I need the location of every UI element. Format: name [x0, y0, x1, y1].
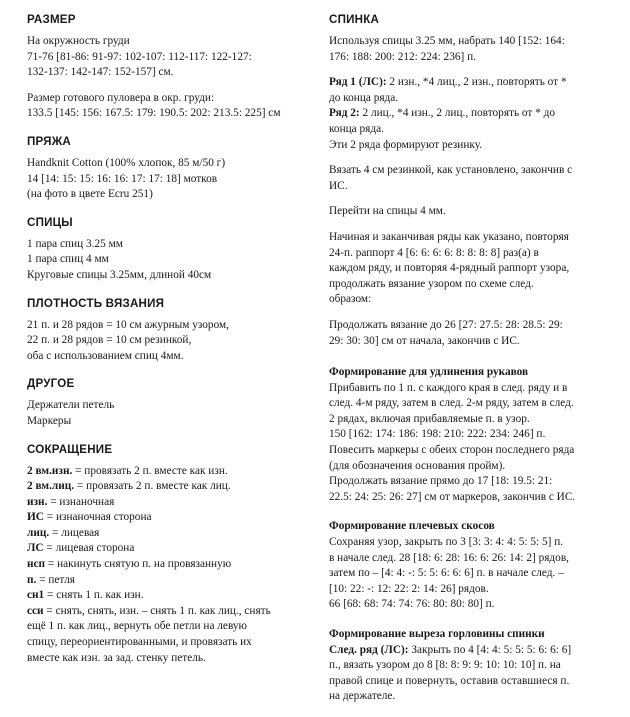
abbreviation-term: лиц.	[27, 526, 50, 539]
needles-section	[27, 215, 317, 284]
gauge-section	[27, 296, 317, 365]
neck-line-3: правой спице и повернуть, оставив оставшиеся п.	[329, 674, 570, 687]
abbreviation-row	[27, 510, 317, 526]
abbreviation-def: = лицевая сторона	[43, 542, 135, 555]
neck-line-1	[329, 643, 621, 659]
neck-section	[329, 627, 621, 705]
continue-line-2: 29: 30: 30] см от начала, закончив с ИС.	[329, 334, 520, 347]
shoulder-line-5: 66 [68: 68: 74: 74: 76: 80: 80: 80] п.	[329, 598, 495, 611]
gauge-line-2: 22 п. и 28 рядов = 10 см резинкой,	[27, 334, 192, 347]
abbreviation-term: ЛС	[27, 542, 44, 555]
abbreviation-def: = накинуть снятую п. на провязанную	[45, 558, 232, 571]
back-heading: СПИНКА	[329, 13, 380, 26]
abbreviations-section	[27, 442, 317, 667]
other-section	[27, 376, 317, 429]
pattern-line-5: образом:	[329, 293, 372, 306]
size-heading: РАЗМЕР	[27, 13, 76, 26]
abbreviation-def: = снять, снять, изн. – снять 1 п. как лиц., снять	[43, 604, 271, 617]
abbreviation-def-line-4: вместе как изн. за зад. стенку петель.	[27, 651, 206, 664]
shoulder-line-1: Сохраняя узор, закрыть по 3 [3: 3: 4: 4: 5: 5: 5] п.	[329, 536, 564, 549]
gauge-line-3: оба с использованием спиц 4мм.	[27, 349, 184, 362]
neck-line-2: п., вязать узором до 8 [8: 8: 9: 9: 10: 10: 10] п. на	[329, 659, 561, 672]
abbreviation-term: сси	[27, 604, 44, 617]
abbreviation-row-ssi	[27, 604, 317, 620]
row-2-instruction	[329, 106, 621, 122]
needles-line-3: Круговые спицы 3.25мм, длиной 40см	[27, 268, 212, 281]
needles-line-2: 1 пара спиц 4 мм	[27, 253, 109, 266]
pattern-line-3: каждом ряду, и повторяя 4-рядный раппорт узора,	[329, 262, 570, 275]
sleeve-section	[329, 365, 621, 505]
yarn-section	[27, 134, 317, 203]
finished-line: 133.5 [145: 156: 167.5: 179: 190.5: 202: 213.5: 225] см	[27, 107, 281, 120]
sleeve-line-2: след. 4-м ряду, затем в след. 2-м ряду, затем в след.	[329, 397, 574, 410]
rib-note: Эти 2 ряда формируют резинку.	[329, 138, 483, 151]
abbreviation-def: = лицевая	[49, 526, 100, 539]
abbreviation-term: 2 вм.лиц.	[27, 480, 75, 493]
pattern-line-2: 24-п. раппорт 4 [6: 6: 6: 6: 8: 8: 8: 8] раз(а) в	[329, 246, 539, 259]
abbreviation-row	[27, 526, 317, 542]
continue-line-1: Продолжать вязание до 26 [27: 27.5: 28: 28.5: 29:	[329, 318, 563, 331]
abbreviation-term: ИС	[27, 511, 44, 524]
abbreviation-def: = провязать 2 п. вместе как изн.	[72, 464, 228, 477]
rib-line-2: ИС.	[329, 179, 348, 192]
neck-text: Закрыть по 4 [4: 4: 5: 5: 5: 6: 6: 6]	[408, 643, 572, 656]
abbreviations-list	[27, 464, 317, 604]
right-column	[329, 12, 621, 717]
sleeve-line-8: 22.5: 24: 25: 26: 27] см от маркеров, закончив с ИС.	[329, 490, 576, 503]
abbreviation-term: нсп	[27, 558, 46, 571]
row-2-label: Ряд 2:	[329, 107, 360, 120]
shoulder-line-3: затем по – [4: 4: -: 5: 5: 6: 6: 6] п. в начале след. –	[329, 567, 564, 580]
other-line-2: Маркеры	[27, 414, 72, 427]
sleeve-line-3: 2 рядах, включая прибавляемые п. в узор.	[329, 412, 530, 425]
neck-heading: Формирование выреза горловины спинки	[329, 628, 545, 640]
abbreviation-def: = изнаночная	[47, 495, 115, 508]
shoulder-heading: Формирование плечевых скосов	[329, 520, 495, 533]
abbreviation-def: = изнаночная сторона	[43, 511, 152, 524]
abbreviation-term: изн.	[27, 495, 48, 508]
finished-label: Размер готового пуловера в окр. груди:	[27, 91, 215, 104]
sleeve-line-6: (для обозначения основания пройм).	[329, 459, 506, 472]
row-2-text-line-2: конца ряда.	[329, 122, 384, 135]
abbreviation-def: = снять 1 п. как изн.	[44, 589, 144, 602]
abbreviation-row	[27, 573, 317, 589]
abbreviation-def: = провязать 2 п. вместе как лиц.	[74, 480, 231, 493]
sleeve-line-7: Продолжать вязание прямо до 17 [18: 19.5: 21:	[329, 475, 553, 488]
abbreviation-term: 2 вм.изн.	[27, 464, 73, 477]
chest-label: На окружность груди	[27, 35, 130, 47]
other-heading: ДРУГОЕ	[27, 377, 75, 391]
abbreviation-row	[27, 557, 317, 573]
shoulder-line-4: [10: 22: -: 12: 22: 2: 14: 26] рядов.	[329, 582, 489, 595]
abbreviation-term: п.	[27, 573, 37, 586]
needles-line-1: 1 пара спиц 3.25 мм	[27, 237, 123, 250]
sleeve-line-1: Прибавить по 1 п. с каждого края в след. ряду и в	[329, 381, 568, 394]
chest-line-1: 71-76 [81-86: 91-97: 102-107: 112-117: 122-127:	[27, 50, 252, 63]
row-1-label: Ряд 1 (ЛС):	[329, 76, 387, 89]
abbreviation-def: = петля	[36, 573, 75, 586]
sleeve-line-4: 150 [162: 174: 186: 198: 210: 222: 234: 246] п.	[329, 428, 546, 441]
yarn-line-2: 14 [14: 15: 15: 16: 16: 17: 17: 18] мотков	[27, 172, 218, 185]
row-2-text: 2 лиц., *4 изн., 2 лиц., повторять от * до	[359, 107, 556, 120]
abbreviation-def-line-2: ещё 1 п. как лиц., вернуть обе петли на левую	[27, 620, 247, 633]
yarn-line-3: (на фото в цвете Ecru 251)	[27, 188, 153, 201]
rib-line-1: Вязать 4 см резинкой, как установлено, закончив с	[329, 164, 573, 177]
abbreviations-heading: СОКРАЩЕНИЕ	[27, 442, 113, 456]
cast-on-line-1: Используя спицы 3.25 мм, набрать 140 [152: 164:	[329, 35, 565, 47]
yarn-heading: ПРЯЖА	[27, 134, 71, 148]
row-1-text: 2 изн., *4 лиц., 2 изн., повторять от *	[386, 76, 567, 89]
other-line-1: Держатели петель	[27, 399, 115, 412]
size-section	[27, 12, 317, 122]
pattern-line-4: продолжать вязание узором по схеме след.	[329, 277, 534, 290]
gauge-heading: ПЛОТНОСТЬ ВЯЗАНИЯ	[27, 296, 165, 310]
abbreviation-term: сн1	[27, 589, 45, 602]
row-1-text-line-2: до конца ряда.	[329, 91, 399, 104]
gauge-line-1: 21 п. и 28 рядов = 10 см ажурным узором,	[27, 318, 229, 331]
yarn-line-1: Handknit Cotton (100% хлопок, 85 м/50 г)	[27, 156, 226, 169]
abbreviation-row	[27, 479, 317, 495]
needles-heading: СПИЦЫ	[27, 215, 73, 229]
abbreviation-row	[27, 464, 317, 480]
back-section	[329, 12, 621, 349]
pattern-line-1: Начиная и заканчивая ряды как указано, повторяя	[329, 230, 569, 243]
switch-needles: Перейти на спицы 4 мм.	[329, 205, 446, 218]
cast-on-line-2: 176: 188: 200: 212: 224: 236] п.	[329, 50, 476, 63]
sleeve-line-5: Повесить маркеры с обеих сторон последнего ряда	[329, 444, 575, 457]
abbreviation-row	[27, 541, 317, 557]
row-1-instruction	[329, 75, 621, 91]
left-column	[27, 12, 317, 678]
abbreviation-row	[27, 495, 317, 511]
abbreviation-row	[27, 588, 317, 604]
shoulder-line-2: в начале след. 28 [18: 6: 28: 16: 6: 26: 14: 2] рядов,	[329, 551, 569, 564]
sleeve-heading: Формирование для удлинения рукавов	[329, 366, 529, 379]
abbreviation-def-line-3: спицу, переориентированными, и провязать их	[27, 636, 252, 649]
shoulder-section	[329, 519, 621, 613]
neck-row-label: След. ряд (ЛС):	[329, 643, 409, 656]
neck-line-4: на держателе.	[329, 690, 396, 703]
chest-line-2: 132-137: 142-147: 152-157] см.	[27, 66, 174, 79]
